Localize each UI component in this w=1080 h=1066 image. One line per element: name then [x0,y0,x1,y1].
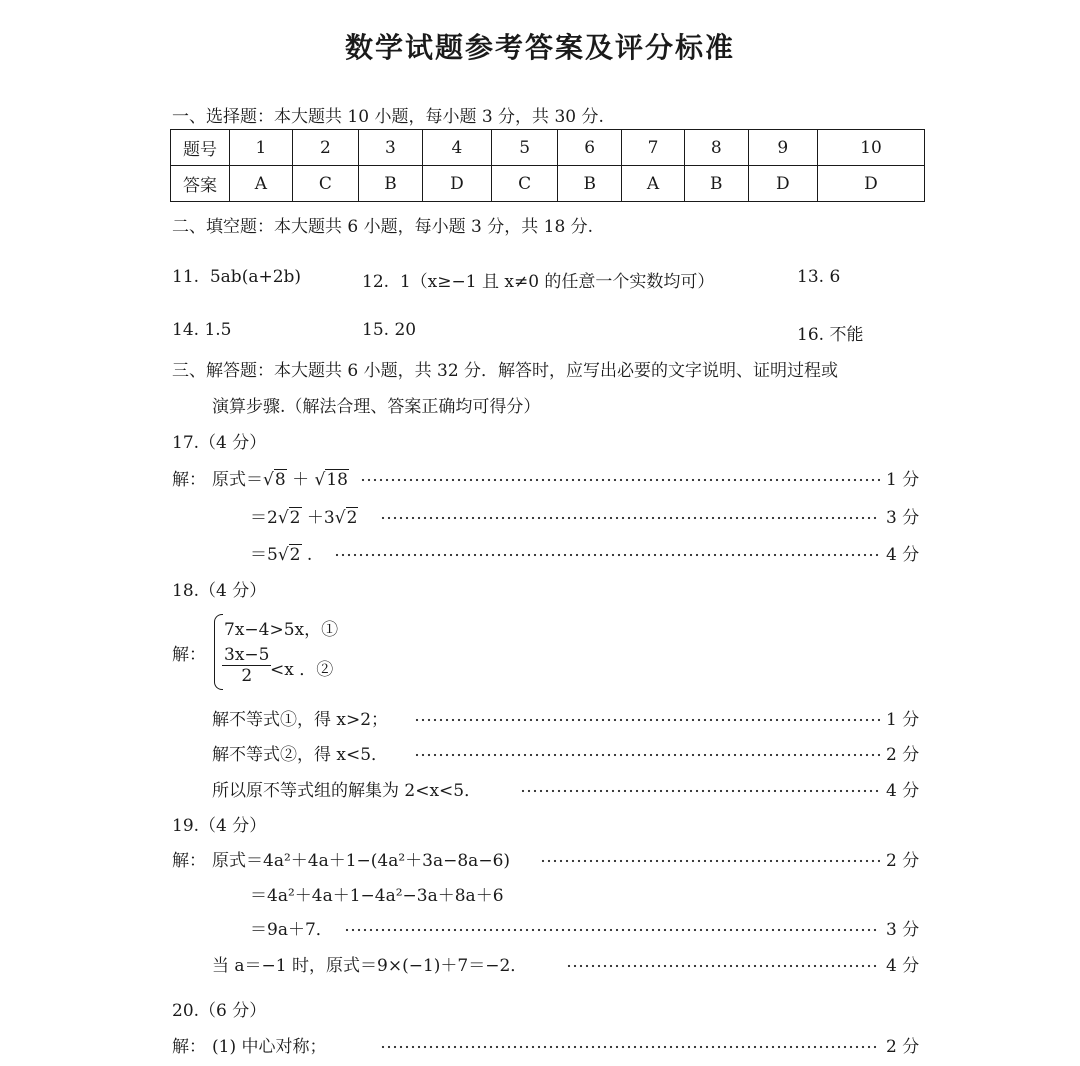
q18-heading: 18.（4 分） [172,581,267,601]
table-cell: B [558,166,622,202]
q17-l1-mid: ＋ [286,470,315,490]
table-cell: 9 [748,130,817,166]
dot-leader [540,846,880,864]
q14-answer: 14. 1.5 [172,320,232,340]
table-cell: 1 [230,130,293,166]
sqrt-symbol: √2 [277,508,301,528]
q11-expression: 5ab(a+2b) [209,267,302,287]
table-cell: 3 [359,130,423,166]
q17-solution-label: 解： [172,470,206,490]
q15-answer: 15. 20 [362,320,417,340]
table-cell: B [359,166,423,202]
table-row-numbers [171,130,925,166]
dot-leader [380,503,880,521]
score-mark: 1 分 [886,470,920,490]
table-cell: 7 [622,130,685,166]
table-row-answers [171,166,925,202]
q12-expression: 1（x≥−1 且 x≠0 的任意一个实数均可） [399,272,715,292]
q18-step3: 所以原不等式组的解集为 2<x<5． [212,781,482,801]
row-label: 题号 [171,130,230,166]
q18-solution-label: 解： [172,645,206,665]
q11-answer [172,267,301,287]
score-mark: 3 分 [886,920,920,940]
table-cell: A [622,166,685,202]
fraction [222,645,271,686]
score-mark: 2 分 [886,851,920,871]
q20-solution-label: 解： [172,1037,206,1057]
dot-leader [360,465,880,483]
page-title: 数学试题参考答案及评分标准 [344,31,735,64]
q19-line1: 原式＝4a²＋4a＋1−(4a²＋3a−8a−6) [212,851,511,871]
dot-leader [380,1032,880,1050]
fraction-numerator: 3x−5 [224,645,270,665]
q17-line3 [250,540,312,565]
table-cell: B [684,166,748,202]
q19-heading: 19.（4 分） [172,816,267,836]
table-cell: 4 [422,130,491,166]
table-cell: D [748,166,817,202]
score-mark: 4 分 [886,956,920,976]
table-cell: D [422,166,491,202]
inequality-1: 7x−4>5x，① [224,620,339,640]
dot-leader [334,540,880,558]
section1-heading: 一、选择题：本大题共 10 小题，每小题 3 分，共 30 分. [172,107,604,127]
q18-step1: 解不等式①，得 x>2； [212,710,389,730]
q17-l2-a: ＝2 [250,508,278,528]
table-cell: A [230,166,293,202]
dot-leader [414,740,880,758]
q20-line1: (1) 中心对称； [212,1037,327,1057]
section3-heading: 三、解答题：本大题共 6 小题，共 32 分．解答时，应写出必要的文字说明、证明过程或 [172,361,839,381]
dot-leader [414,705,880,723]
q13-answer: 13. 6 [797,267,841,287]
table-cell: 10 [817,130,924,166]
q17-l2-b: ＋3 [301,508,335,528]
q20-heading: 20.（6 分） [172,1001,267,1021]
q18-step2: 解不等式②，得 x<5． [212,745,389,765]
q19-line2: ＝4a²＋4a＋1−4a²−3a＋8a＋6 [250,886,504,906]
radicand: 2 [346,508,358,528]
sqrt-symbol: √8 [263,470,286,490]
table-cell: 8 [684,130,748,166]
q17-l1-prefix: 原式＝ [212,470,263,490]
table-cell: C [292,166,358,202]
radicand: 2 [289,508,301,528]
sqrt-symbol: √2 [334,508,358,528]
q12-number: 12. [362,272,390,292]
section2-heading: 二、填空题：本大题共 6 小题，每小题 3 分，共 18 分. [172,217,594,237]
q17-line2 [250,503,358,528]
radicand: 2 [289,545,301,565]
q19-line4: 当 a＝−1 时，原式＝9×(−1)＋7＝−2． [212,956,528,976]
score-mark: 2 分 [886,1037,920,1057]
dot-leader [344,915,880,933]
table-cell: 2 [292,130,358,166]
q11-number: 11. [172,267,200,287]
fraction-denominator: 2 [241,666,253,686]
dot-leader [566,951,880,969]
score-mark: 4 分 [886,545,920,565]
section3-heading-cont: 演算步骤.（解法合理、答案正确均可得分） [212,397,541,417]
q12-answer [362,267,714,292]
q17-l3-end: . [301,545,313,565]
q17-l3-a: ＝5 [250,545,278,565]
inequality-2-rest: <x ．② [270,660,334,680]
answer-table [170,129,925,202]
sqrt-symbol: √18 [314,470,348,490]
table-cell: 5 [492,130,558,166]
radicand: 18 [326,470,348,490]
q19-line3: ＝9a＋7． [250,920,333,940]
dot-leader [520,776,880,794]
table-cell: D [817,166,924,202]
score-mark: 4 分 [886,781,920,801]
q16-answer: 16. 不能 [797,325,864,345]
score-mark: 2 分 [886,745,920,765]
radicand: 8 [274,470,286,490]
row-label: 答案 [171,166,230,202]
q17-line1 [212,465,349,490]
sqrt-symbol: √2 [277,545,301,565]
score-mark: 3 分 [886,508,920,528]
table-cell: 6 [558,130,622,166]
q17-heading: 17.（4 分） [172,433,267,453]
table-cell: C [492,166,558,202]
q19-solution-label: 解： [172,851,206,871]
score-mark: 1 分 [886,710,920,730]
